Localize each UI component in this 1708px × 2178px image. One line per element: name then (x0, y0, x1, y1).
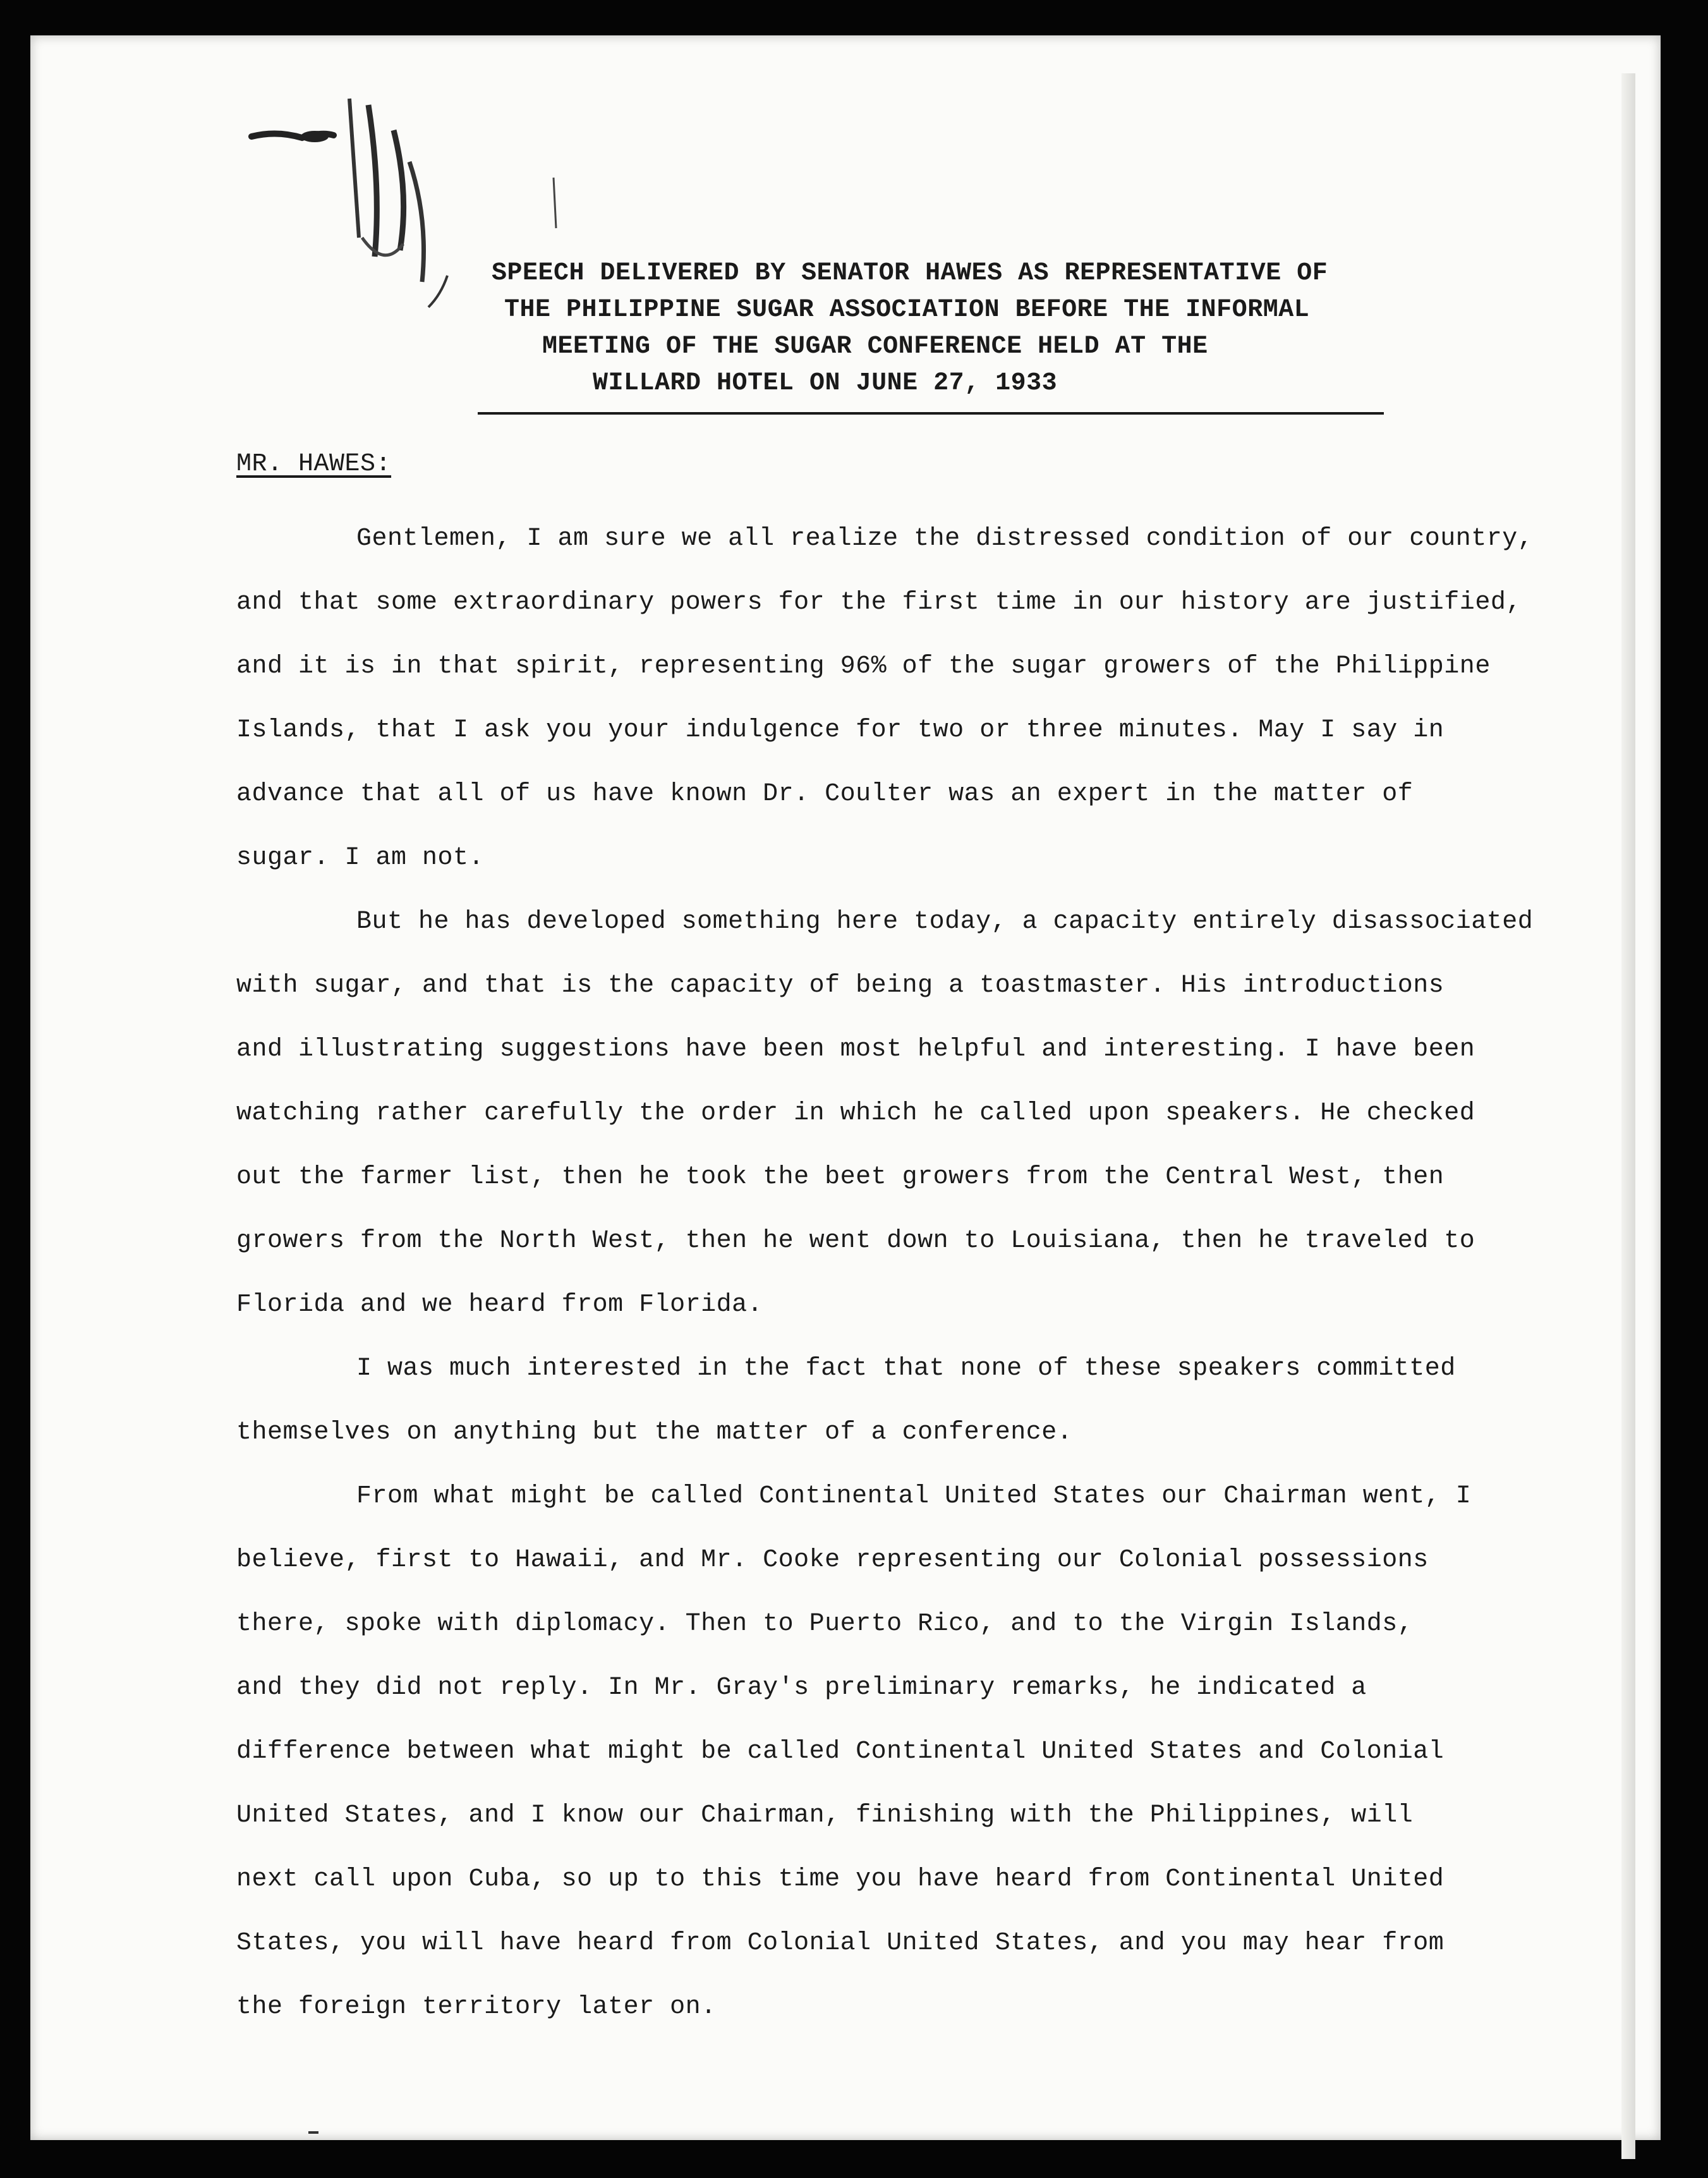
text-line: and they did not reply. In Mr. Gray's preliminary remarks, he indicated a (236, 1674, 1367, 1702)
title-line: SPEECH DELIVERED BY SENATOR HAWES AS REPRESENTATIVE OF (492, 259, 1328, 288)
text-line: advance that all of us have known Dr. Coulter was an expert in the matter of (236, 780, 1414, 808)
text-line: themselves on anything but the matter of a conference. (236, 1418, 1073, 1447)
text-line: and it is in that spirit, representing 96% of the sugar growers of the Philippine (236, 652, 1491, 681)
text-line: Islands, that I ask you your indulgence for two or three minutes. May I say in (236, 716, 1445, 745)
text-line: Gentlemen, I am sure we all realize the distressed condition of our country, (356, 525, 1534, 553)
title-line: WILLARD HOTEL ON JUNE 27, 1933 (593, 369, 1058, 398)
paper-clip-mark (239, 92, 466, 320)
text-line: next call upon Cuba, so up to this time you have heard from Continental United (236, 1865, 1445, 1894)
stray-mark (308, 2131, 318, 2134)
pencil-mark (548, 174, 561, 231)
title-rule (478, 412, 1384, 415)
text-line: and that some extraordinary powers for the first time in our history are justified, (236, 588, 1522, 617)
text-line: watching rather carefully the order in which he called upon speakers. He checked (236, 1099, 1475, 1128)
text-line: But he has developed something here today, a capacity entirely disassociated (356, 908, 1534, 936)
text-line: out the farmer list, then he took the beet growers from the Central West, then (236, 1163, 1445, 1191)
text-line: and illustrating suggestions have been most helpful and interesting. I have been (236, 1035, 1475, 1064)
text-line: the foreign territory later on. (236, 1993, 717, 2021)
text-line: believe, first to Hawaii, and Mr. Cooke representing our Colonial possessions (236, 1546, 1429, 1574)
speaker-label: MR. HAWES: (236, 450, 392, 478)
document-title (485, 255, 1420, 402)
speech-body (236, 507, 1589, 2039)
paragraph (236, 1464, 1589, 2039)
paragraph (236, 1337, 1589, 1464)
text-line: there, spoke with diplomacy. Then to Puerto Rico, and to the Virgin Islands, (236, 1610, 1414, 1638)
text-line: with sugar, and that is the capacity of being a toastmaster. His introductions (236, 971, 1445, 1000)
text-line: growers from the North West, then he went down to Louisiana, then he traveled to (236, 1227, 1475, 1255)
text-line: Florida and we heard from Florida. (236, 1291, 763, 1319)
title-line: MEETING OF THE SUGAR CONFERENCE HELD AT THE (542, 332, 1208, 361)
text-line: From what might be called Continental United States our Chairman went, I (356, 1482, 1472, 1511)
text-line: States, you will have heard from Colonial United States, and you may hear from (236, 1929, 1445, 1957)
text-line: difference between what might be called Continental United States and Colonial (236, 1737, 1445, 1766)
text-line: I was much interested in the fact that none of these speakers committed (356, 1354, 1456, 1383)
page-edge (1621, 73, 1635, 2159)
document-page (30, 35, 1661, 2140)
paragraph (236, 890, 1589, 1337)
text-line: sugar. I am not. (236, 844, 485, 872)
paragraph (236, 507, 1589, 890)
text-line: United States, and I know our Chairman, finishing with the Philippines, will (236, 1801, 1414, 1830)
title-line: THE PHILIPPINE SUGAR ASSOCIATION BEFORE THE INFORMAL (504, 296, 1310, 324)
